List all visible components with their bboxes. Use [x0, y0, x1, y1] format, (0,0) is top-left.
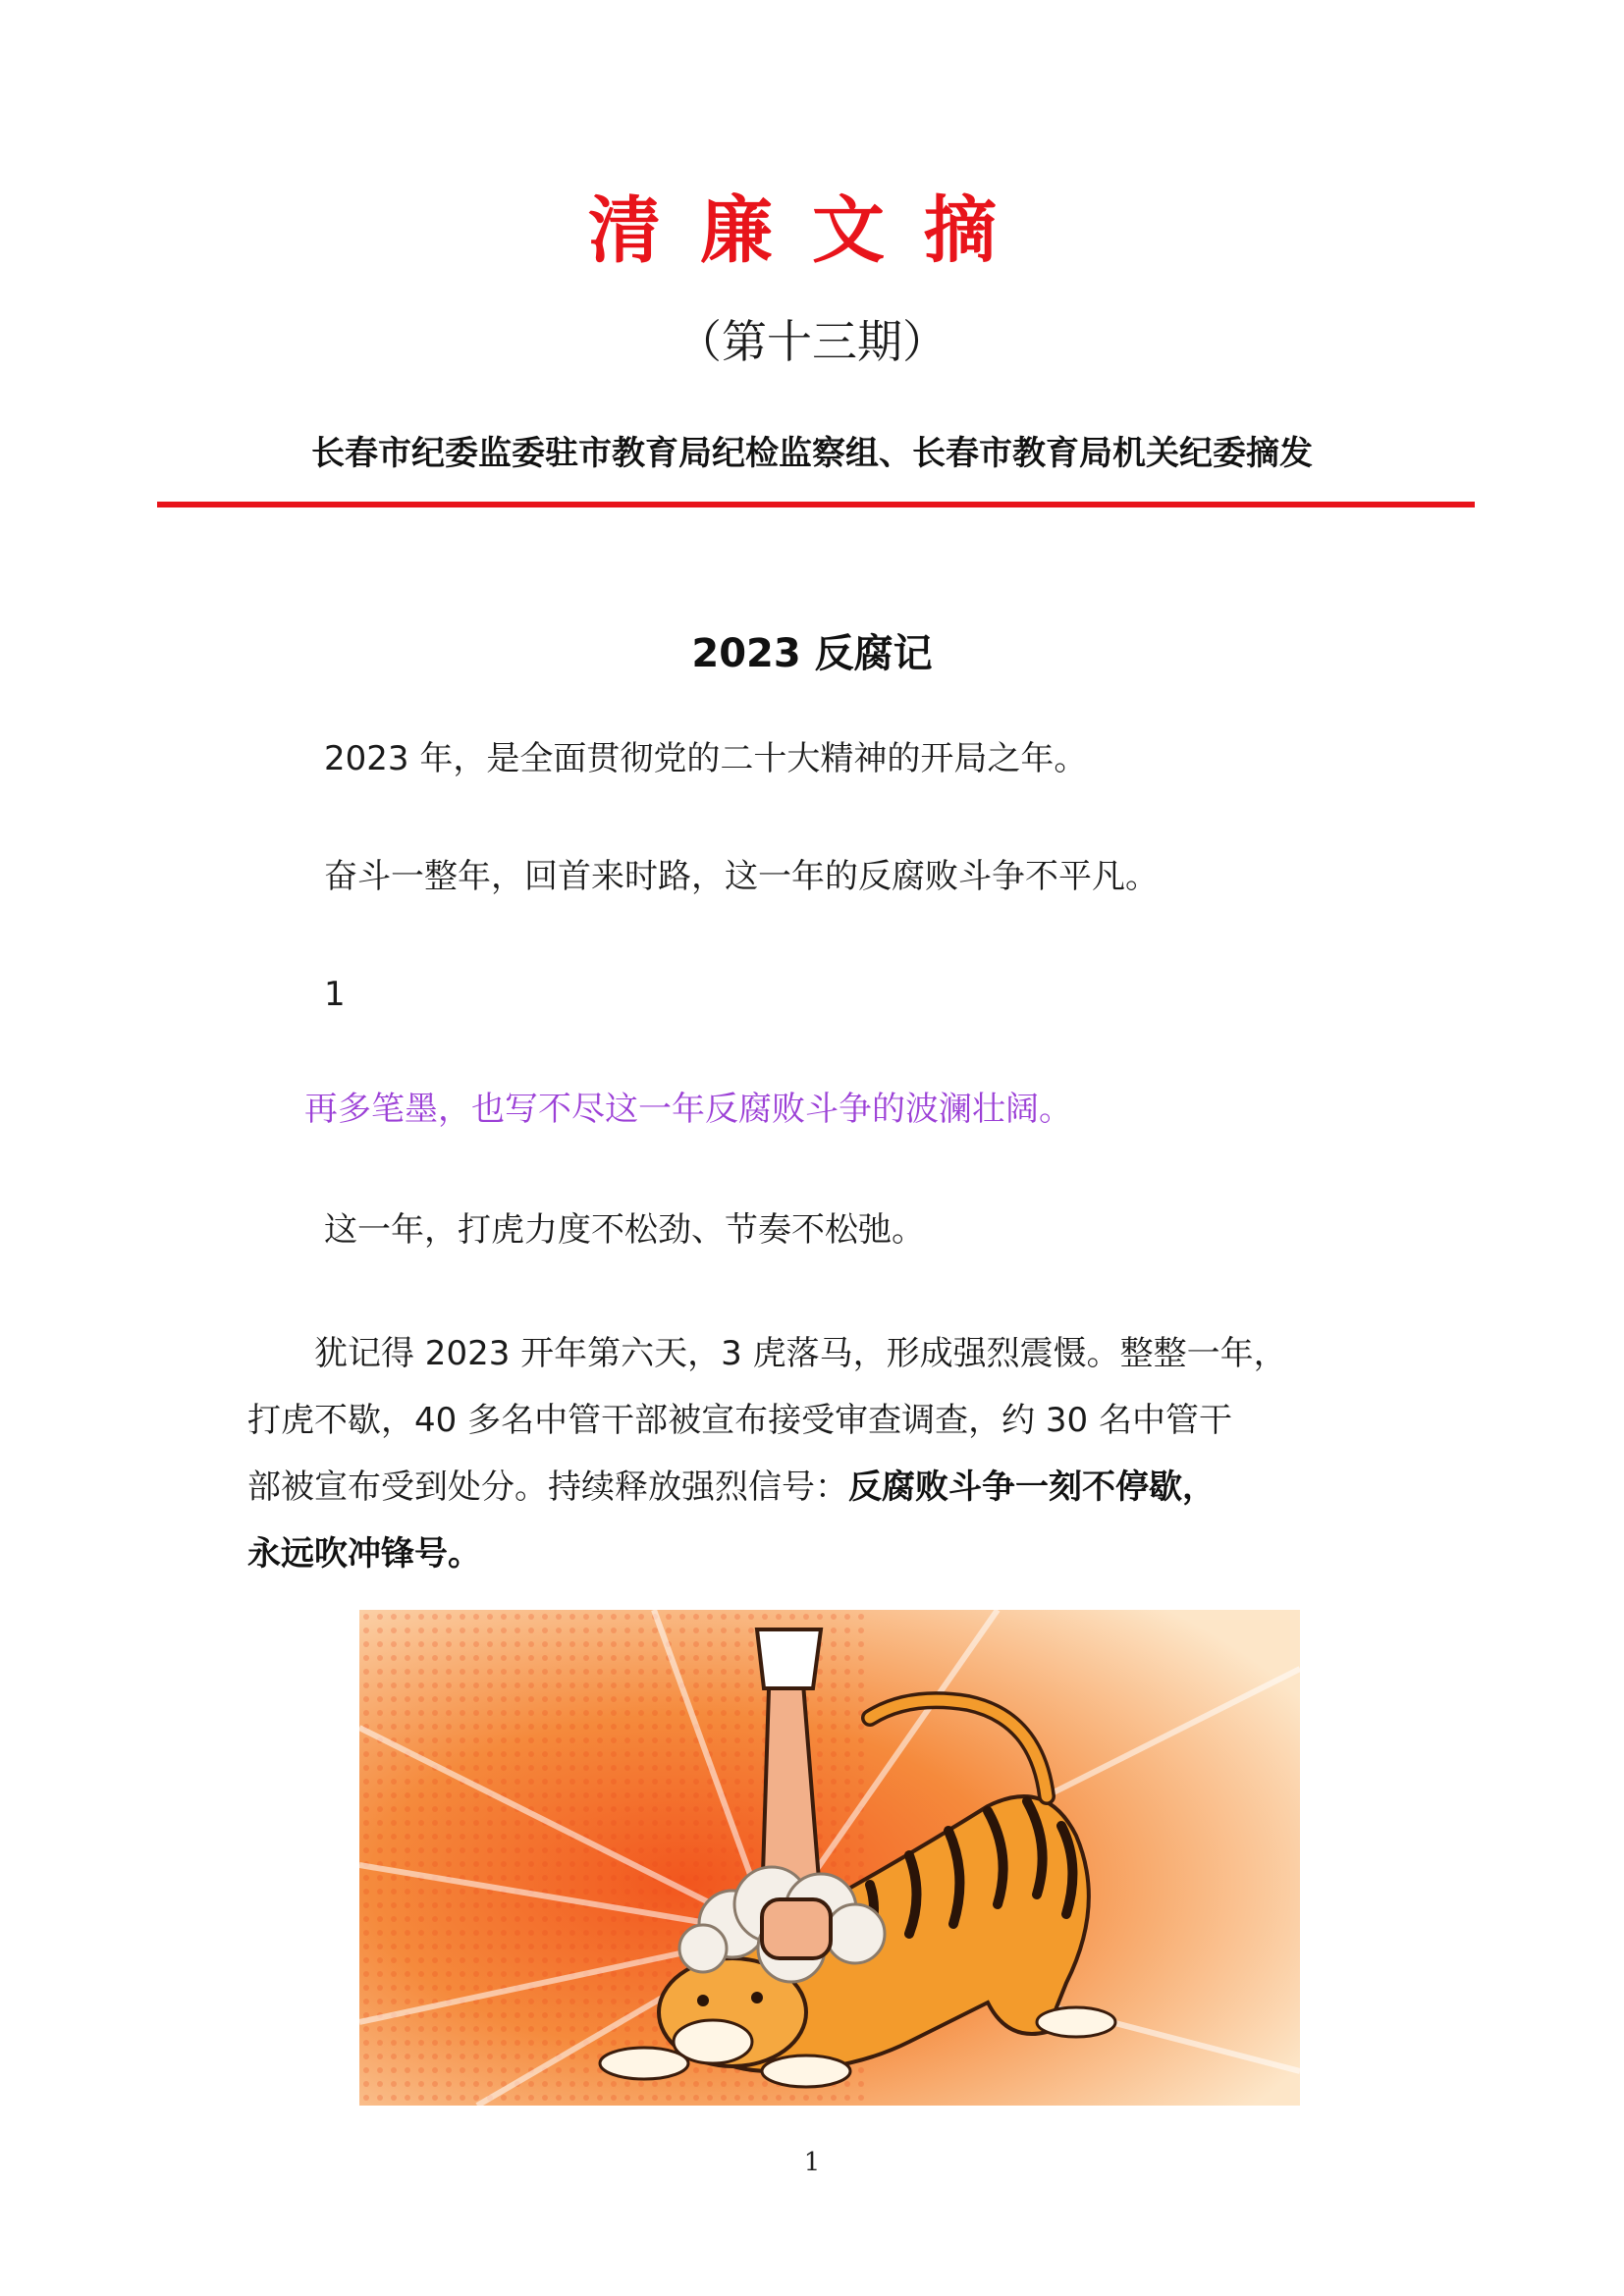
paragraph-review: 奋斗一整年，回首来时路，这一年的反腐败斗争不平凡。 [324, 857, 1159, 896]
highlight-sentence: 再多笔墨，也写不尽这一年反腐败斗争的波澜壮阔。 [304, 1090, 1072, 1129]
body-line [247, 1521, 1386, 1587]
issue-number: （第十三期） [677, 315, 947, 368]
article-title: 2023 反腐记 [691, 631, 933, 676]
masthead-divider [157, 502, 1475, 507]
paragraph-tiger: 这一年，打虎力度不松劲、节奏不松弛。 [324, 1210, 925, 1250]
paragraph-intro: 2023 年，是全面贯彻党的二十大精神的开局之年。 [324, 739, 1088, 778]
body-line: 犹记得 2023 开年第六天，3 虎落马，形成强烈震慑。整整一年， [314, 1334, 1287, 1373]
body-line: 打虎不歇，40 多名中管干部被宣布接受审查调查，约 30 名中管干 [247, 1401, 1232, 1440]
illustration-svg [359, 1610, 1300, 2106]
issuer-line: 长春市纪委监委驻市教育局纪检监察组、长春市教育局机关纪委摘发 [311, 434, 1313, 473]
body-line [247, 1454, 1386, 1521]
fist-striking-tiger-illustration [359, 1610, 1300, 2106]
paragraph-body [247, 1320, 1386, 1587]
section-number: 1 [324, 975, 346, 1014]
masthead-title: 清廉文摘 [588, 188, 1036, 273]
bold-text: 永远吹冲锋号。 [247, 1534, 481, 1574]
bold-text: 反腐败斗争一刻不停歇， [848, 1468, 1216, 1507]
body-text: 部被宣布受到处分。持续释放强烈信号： [247, 1468, 848, 1507]
page-number: 1 [803, 2148, 821, 2177]
